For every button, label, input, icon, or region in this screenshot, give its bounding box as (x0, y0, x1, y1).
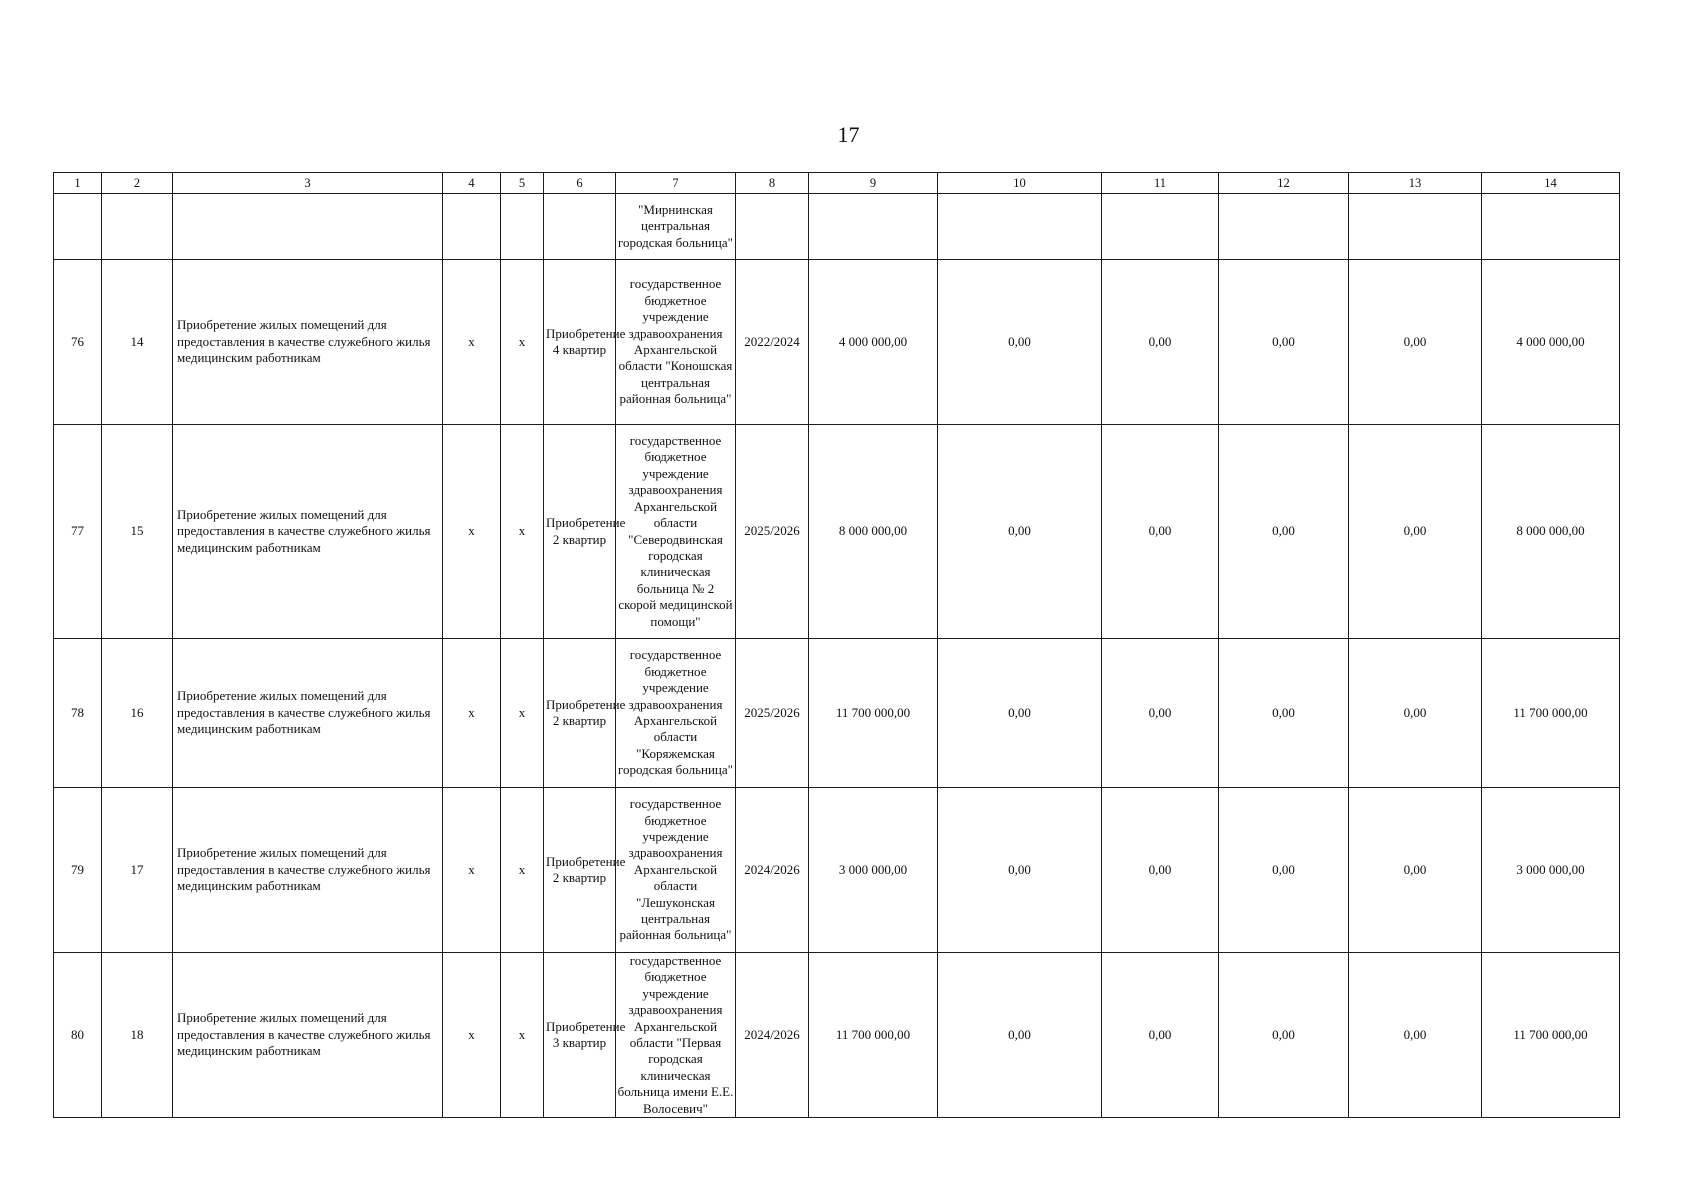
amount-cell: 4 000 000,00 (809, 260, 938, 425)
column-header: 2 (102, 173, 173, 194)
column-header: 6 (544, 173, 616, 194)
period-cell: 2024/2026 (736, 788, 809, 953)
sub-number-cell: 14 (102, 260, 173, 425)
org-cell: государственное бюджетное учреждение здравоохранения Архангельской области "Коношская центральная районная больница" (616, 260, 736, 425)
capacity-cell: Приобретение 4 квартир (544, 260, 616, 425)
table-cell (1102, 194, 1219, 260)
capacity-cell: Приобретение 2 квартир (544, 425, 616, 639)
table-cell (1482, 194, 1620, 260)
budget-table (53, 172, 1620, 1118)
table-cell (1349, 194, 1482, 260)
capacity-cell: Приобретение 2 квартир (544, 639, 616, 788)
column-header: 9 (809, 173, 938, 194)
amount-cell: 0,00 (1102, 953, 1219, 1118)
table-cell: х (501, 260, 544, 425)
table-cell (544, 194, 616, 260)
table-cell: х (443, 788, 501, 953)
amount-cell: 0,00 (1349, 425, 1482, 639)
amount-cell: 0,00 (938, 260, 1102, 425)
column-header: 10 (938, 173, 1102, 194)
table-cell: х (501, 425, 544, 639)
row-number-cell: 80 (54, 953, 102, 1118)
amount-cell: 11 700 000,00 (1482, 953, 1620, 1118)
column-header: 4 (443, 173, 501, 194)
table-cell: х (443, 639, 501, 788)
table-cell (1219, 194, 1349, 260)
period-cell: 2022/2024 (736, 260, 809, 425)
table-cell (102, 194, 173, 260)
table-cell (736, 194, 809, 260)
column-header: 12 (1219, 173, 1349, 194)
org-cell: государственное бюджетное учреждение здравоохранения Архангельской области "Коряжемская городская больница" (616, 639, 736, 788)
row-number-cell: 79 (54, 788, 102, 953)
period-cell: 2025/2026 (736, 425, 809, 639)
capacity-cell: Приобретение 3 квартир (544, 953, 616, 1118)
amount-cell: 3 000 000,00 (1482, 788, 1620, 953)
purpose-cell: Приобретение жилых помещений для предоставления в качестве служебного жилья медицинским работникам (173, 425, 443, 639)
amount-cell: 0,00 (1219, 788, 1349, 953)
table-row (54, 788, 1620, 953)
table-row (54, 260, 1620, 425)
amount-cell: 0,00 (1102, 260, 1219, 425)
sub-number-cell: 16 (102, 639, 173, 788)
capacity-cell: Приобретение 2 квартир (544, 788, 616, 953)
amount-cell: 0,00 (1102, 639, 1219, 788)
amount-cell: 0,00 (938, 639, 1102, 788)
purpose-cell: Приобретение жилых помещений для предоставления в качестве служебного жилья медицинским работникам (173, 260, 443, 425)
amount-cell: 0,00 (1219, 639, 1349, 788)
amount-cell: 8 000 000,00 (809, 425, 938, 639)
amount-cell: 0,00 (1102, 788, 1219, 953)
amount-cell: 4 000 000,00 (1482, 260, 1620, 425)
table-cell: х (501, 788, 544, 953)
table-cell: х (443, 260, 501, 425)
amount-cell: 0,00 (1349, 260, 1482, 425)
header-row (54, 173, 1620, 194)
table-cell: х (501, 639, 544, 788)
row-number-cell: 77 (54, 425, 102, 639)
column-header: 1 (54, 173, 102, 194)
org-cell: государственное бюджетное учреждение здравоохранения Архангельской области "Первая городская клиническая больница имени Е.Е. Волосевич" (616, 953, 736, 1118)
period-cell: 2025/2026 (736, 639, 809, 788)
purpose-cell: Приобретение жилых помещений для предоставления в качестве служебного жилья медицинским работникам (173, 953, 443, 1118)
table-cell (501, 194, 544, 260)
amount-cell: 0,00 (1219, 425, 1349, 639)
page-number: 17 (837, 122, 860, 147)
table-cell (173, 194, 443, 260)
amount-cell: 0,00 (1349, 788, 1482, 953)
amount-cell: 0,00 (1349, 953, 1482, 1118)
table-cell (809, 194, 938, 260)
table-row (54, 953, 1620, 1118)
column-header: 11 (1102, 173, 1219, 194)
amount-cell: 0,00 (938, 788, 1102, 953)
table-row (54, 639, 1620, 788)
amount-cell: 11 700 000,00 (1482, 639, 1620, 788)
table-cell (443, 194, 501, 260)
amount-cell: 0,00 (1102, 425, 1219, 639)
org-cell: государственное бюджетное учреждение здравоохранения Архангельской области "Лешуконская центральная районная больница" (616, 788, 736, 953)
column-header: 14 (1482, 173, 1620, 194)
table-cell (938, 194, 1102, 260)
column-header: 5 (501, 173, 544, 194)
table-cell: х (443, 425, 501, 639)
column-header: 13 (1349, 173, 1482, 194)
column-header: 3 (173, 173, 443, 194)
table-cell (54, 194, 102, 260)
amount-cell: 8 000 000,00 (1482, 425, 1620, 639)
table-cell: х (443, 953, 501, 1118)
period-cell: 2024/2026 (736, 953, 809, 1118)
amount-cell: 0,00 (1219, 953, 1349, 1118)
column-header: 8 (736, 173, 809, 194)
sub-number-cell: 18 (102, 953, 173, 1118)
amount-cell: 0,00 (938, 425, 1102, 639)
row-number-cell: 76 (54, 260, 102, 425)
amount-cell: 0,00 (938, 953, 1102, 1118)
amount-cell: 11 700 000,00 (809, 639, 938, 788)
org-cell: "Мирнинская центральная городская больница" (616, 194, 736, 260)
amount-cell: 3 000 000,00 (809, 788, 938, 953)
table-row (54, 425, 1620, 639)
amount-cell: 0,00 (1349, 639, 1482, 788)
amount-cell: 0,00 (1219, 260, 1349, 425)
table-cell: х (501, 953, 544, 1118)
continuation-row (54, 194, 1620, 260)
sub-number-cell: 17 (102, 788, 173, 953)
sub-number-cell: 15 (102, 425, 173, 639)
purpose-cell: Приобретение жилых помещений для предоставления в качестве служебного жилья медицинским работникам (173, 788, 443, 953)
row-number-cell: 78 (54, 639, 102, 788)
purpose-cell: Приобретение жилых помещений для предоставления в качестве служебного жилья медицинским работникам (173, 639, 443, 788)
column-header: 7 (616, 173, 736, 194)
org-cell: государственное бюджетное учреждение здравоохранения Архангельской области "Северодвинская городская клиническая больница № 2 скорой медицинской помощи" (616, 425, 736, 639)
amount-cell: 11 700 000,00 (809, 953, 938, 1118)
